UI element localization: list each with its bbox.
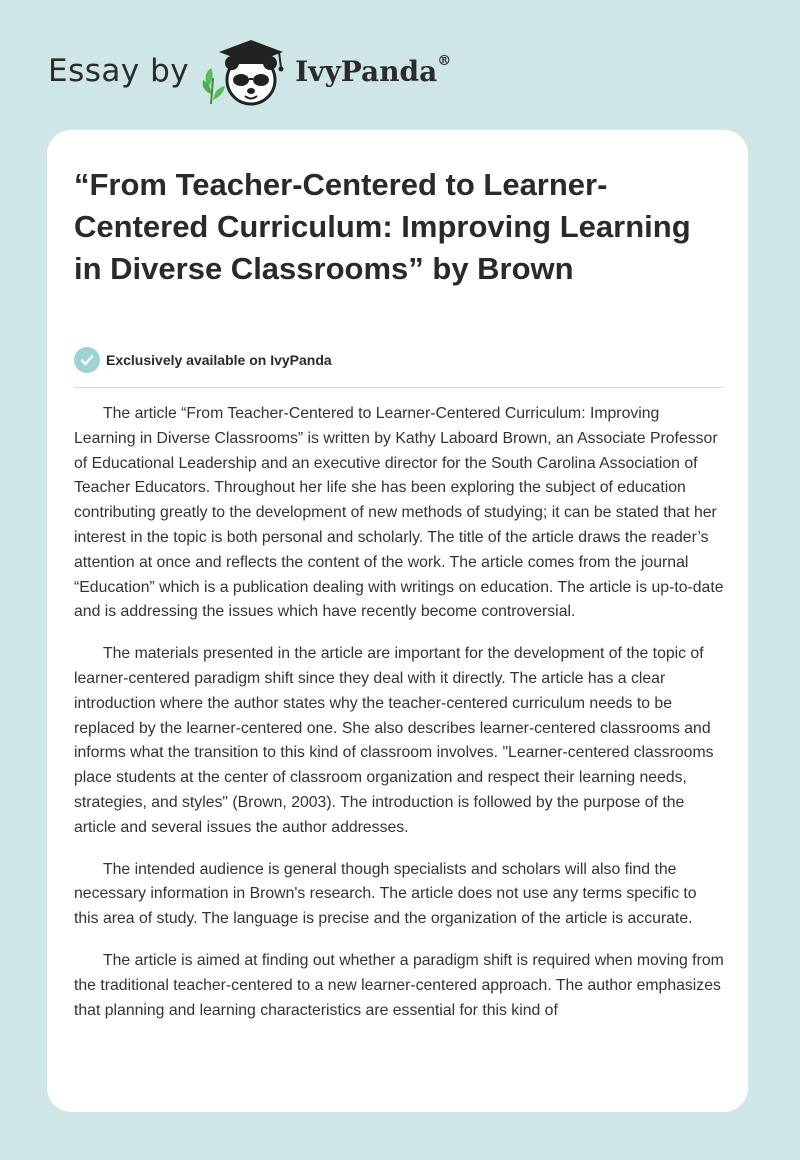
registered-mark: ® <box>437 52 452 69</box>
essay-by-label: Essay by <box>48 53 190 89</box>
panda-logo-icon[interactable] <box>199 34 295 108</box>
paragraph: The article “From Teacher-Centered to Learner-Centered Curriculum: Improving Learning in Diverse Classrooms” is written by Kathy Laboard Brown, an Associate Professor of Educational Leadership and an executive director for the South Carolina Association of Teacher Educators. Throughout her life she has been exploring the subject of education contributing greatly to the development of new methods of studying; it can be stated that her interest in the topic is both personal and scholarly. The title of the article draws the reader’s attention at once and reflects the content of the work. The article comes from the journal “Education” which is a publication dealing with writings on education. The article is up-to-date and is addressing the issues which have recently become controversial. <box>74 405 724 621</box>
paragraph: The materials presented in the article are important for the development of the topic of learner-centered paradigm shift since they deal with it directly. The article has a clear introduction where the author states why the teacher-centered curriculum needs to be replaced by the learner-centered one. She also describes learner-centered classrooms and informs what the transition to this kind of classroom involves. "Learner-centered classrooms place students at the center of classroom organization and respect their learning needs, strategies, and styles" (Brown, 2003). The introduction is followed by the purpose of the article and several issues the author addresses. <box>74 645 714 836</box>
paragraph: The intended audience is general though specialists and scholars will also find the necessary information in Brown's research. The article does not use any terms specific to this area of study. The language is precise and the organization of the article is accurate. <box>74 860 697 928</box>
brand-name[interactable]: IvyPanda® <box>295 52 452 88</box>
exclusive-badge <box>74 347 332 373</box>
divider <box>74 387 723 388</box>
page-title: “From Teacher-Centered to Learner-Centered Curriculum: Improving Learning in Diverse Classrooms” by Brown <box>74 167 691 286</box>
badge-label: Exclusively available on IvyPanda <box>106 352 332 368</box>
essay-body <box>74 402 724 1040</box>
check-circle-icon <box>74 347 100 373</box>
site-header <box>48 34 451 108</box>
paragraph: The article is aimed at finding out whether a paradigm shift is required when moving from the traditional teacher-centered to a new learner-centered approach. The author emphasizes that planning and learning characteristics are essential for this kind of <box>74 951 724 1019</box>
essay-card <box>47 130 748 1112</box>
